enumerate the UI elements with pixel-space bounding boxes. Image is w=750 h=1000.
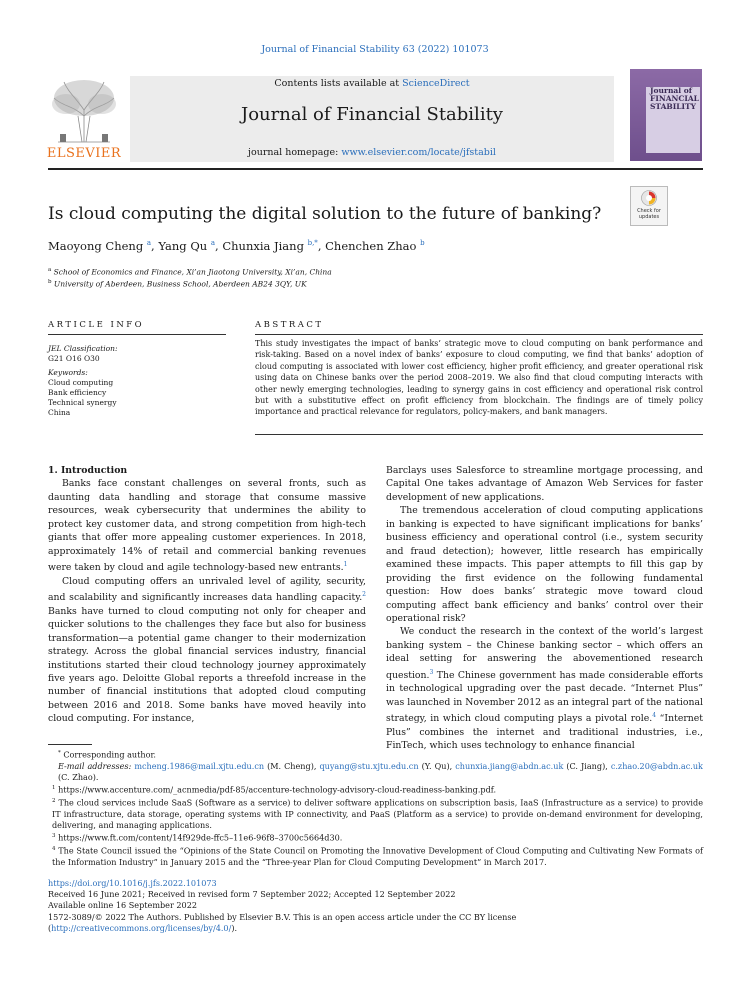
affiliation-b bbox=[48, 279, 307, 289]
affiliation-text: University of Aberdeen, Business School, Aberdeen AB24 3QY, UK bbox=[53, 279, 307, 289]
journal-homepage-line bbox=[130, 147, 614, 158]
abstract-rule bbox=[255, 334, 703, 335]
footnote-3 bbox=[48, 831, 703, 844]
author-list: Maoyong Cheng $^a$, Yang Qu $^a$, Chunxia Jiang $^{b,*}$, Chenchen Zhao $^b$ bbox=[48, 239, 425, 253]
email-link[interactable]: quyang@stu.xjtu.edu.cn bbox=[319, 760, 419, 771]
footnote-text: The cloud services include SaaS (Software as a service) to deliver software applications on subscription basis, IaaS (Infrastructure as a service) to provide IT infrastructure, data storage, operating systems with IP connectivity, and PaaS (Platform as a service) to provide on-demand environment for developing, delivering, and managing applications. bbox=[52, 797, 703, 831]
author-affiliation-mark[interactable]: b,* bbox=[307, 239, 318, 248]
abstract-text: This study investigates the impact of banks’ strategic move to cloud computing on bank performance and risk-taking. Based on a novel index of banks’ exposure to cloud computing, we find that banks’ adoption of cloud computing is associated with lower cost efficiency, higher profit efficiency, and greater operational risk using data on Chinese banks over the period 2008–2019. We also find that cloud computing interacts with other newly emerging technologies, leading to synergy gains in cost efficiency and operational risk control but with a substitutive effect on profit efficiency from blockchain. The findings are of timely policy importance and practical relevance for regulators, policy-makers, and bank managers. bbox=[255, 339, 703, 417]
footnote-link[interactable]: 1 bbox=[343, 561, 348, 569]
author-name[interactable]: Yang Qu bbox=[158, 239, 208, 253]
author-affiliation-mark[interactable]: b bbox=[420, 239, 425, 248]
check-updates-label: Check for updates bbox=[637, 208, 661, 220]
footnote-text[interactable]: https://www.ft.com/content/14f929de-ffc5–11e6-96f8–3700c5664d30. bbox=[58, 833, 343, 844]
homepage-prefix: journal homepage: bbox=[248, 147, 342, 158]
paragraph-text: Banks face constant challenges on several fronts, such as daunting data handling and storage that consume massive resources, weak cybersecurity that undermines the ability to protect key customer data, and strong competition from high-tech giants that offer more appealing customer experiences. In 2018, approximately 14% of retail and commercial banking revenues were taken by cloud and agile technology-based new entrants. bbox=[48, 478, 366, 574]
paragraph: Barclays uses Salesforce to streamline mortgage processing, and Capital One takes advantage of Amazon Web Services for faster development of new applications. bbox=[386, 465, 703, 503]
journal-reference[interactable]: Journal of Financial Stability 63 (2022) 101073 bbox=[261, 44, 489, 55]
publisher-name: ELSEVIER bbox=[46, 146, 122, 161]
email-owner: (C. Zhao). bbox=[58, 772, 99, 783]
footnote-mark: 2 bbox=[52, 798, 56, 805]
corresponding-label: Corresponding author. bbox=[63, 749, 157, 760]
section-heading-introduction: 1. Introduction bbox=[48, 465, 128, 476]
check-for-updates-badge[interactable] bbox=[630, 186, 668, 226]
paragraph bbox=[48, 477, 366, 574]
footnote-2 bbox=[48, 796, 703, 831]
footnote-emails bbox=[48, 761, 703, 783]
article-info-block bbox=[48, 344, 223, 418]
footnote-4 bbox=[48, 844, 703, 868]
affiliation-text: School of Economics and Finance, Xi’an Jiaotong University, Xi’an, China bbox=[53, 267, 332, 277]
footnote-link[interactable]: 3 bbox=[429, 668, 434, 676]
abstract-heading: ABSTRACT bbox=[255, 320, 324, 330]
check-updates-icon bbox=[641, 190, 657, 206]
email-link[interactable]: chunxia.jiang@abdn.ac.uk bbox=[455, 760, 564, 771]
contents-available-line bbox=[130, 78, 614, 89]
footnote-text: The State Council issued the “Opinions of the State Council on Promoting the Innovative Development of Cloud Computing and Cultivating New Formats of the Information Industry” in January 2015 and the “Three-year Plan for Cloud Computing Development” in March 2017. bbox=[52, 846, 703, 868]
paragraph bbox=[48, 575, 366, 726]
body-left-column bbox=[48, 464, 366, 726]
keywords-label: Keywords: bbox=[48, 368, 88, 377]
keyword: Cloud computing bbox=[48, 378, 114, 387]
footnotes-block bbox=[48, 748, 703, 868]
author-name[interactable]: Chunxia Jiang bbox=[222, 239, 304, 253]
abstract-bottom-rule bbox=[255, 434, 703, 435]
affiliation-mark: a bbox=[48, 267, 52, 273]
jel-label: JEL Classification: bbox=[48, 344, 118, 353]
copyright-suffix: ). bbox=[231, 922, 238, 933]
article-info-rule bbox=[48, 334, 226, 335]
footnote-mark: 4 bbox=[52, 846, 56, 853]
author-affiliation-mark[interactable]: a bbox=[210, 239, 216, 248]
email-owner: (M. Cheng), bbox=[267, 760, 317, 771]
body-right-column bbox=[386, 464, 703, 753]
journal-cover-thumbnail[interactable] bbox=[630, 69, 702, 161]
affiliation-a bbox=[48, 267, 332, 277]
journal-name: Journal of Financial Stability bbox=[241, 104, 503, 125]
paragraph-text: The Chinese government has made considerable efforts in technological upgrading over the past decade. “Internet Plus” was launched in November 2012 as an integral part of the national strategy, in which cloud computing plays a pivotal role. bbox=[386, 669, 703, 725]
email-owner: (C. Jiang), bbox=[566, 760, 608, 771]
journal-homepage-link[interactable]: www.elsevier.com/locate/jfstabil bbox=[341, 147, 496, 158]
email-owner: (Y. Qu), bbox=[421, 760, 453, 771]
paragraph-text: We conduct the research in the context of the world’s largest banking system – the Chinese banking sector – which offers an ideal setting for answering the abovementioned research question. bbox=[386, 626, 703, 681]
footnote-mark: 1 bbox=[52, 785, 56, 792]
license-link[interactable]: http://creativecommons.org/licenses/by/4.0/ bbox=[51, 922, 232, 933]
cover-title: Journal of FINANCIAL STABILITY bbox=[650, 86, 699, 111]
footnote-corresponding bbox=[48, 748, 703, 761]
footnote-1 bbox=[48, 783, 703, 796]
author-name[interactable]: Maoyong Cheng bbox=[48, 239, 144, 253]
email-link[interactable]: mcheng.1986@mail.xjtu.edu.cn bbox=[134, 760, 265, 771]
footnote-link[interactable]: 2 bbox=[362, 591, 366, 599]
email-link[interactable]: c.zhao.20@abdn.ac.uk bbox=[610, 760, 703, 771]
available-online: Available online 16 September 2022 bbox=[48, 900, 198, 911]
copyright-text: 1572-3089/© 2022 The Authors. Published by Elsevier B.V. This is an open access article under the CC BY license ( bbox=[48, 911, 517, 933]
article-info-heading: ARTICLE INFO bbox=[48, 320, 145, 330]
sciencedirect-link[interactable]: ScienceDirect bbox=[402, 78, 470, 89]
footnote-link[interactable]: 4 bbox=[652, 712, 657, 720]
paragraph bbox=[386, 625, 703, 752]
email-label: E-mail addresses: bbox=[58, 760, 132, 771]
contents-prefix: Contents lists available at bbox=[274, 78, 403, 89]
footnote-mark: * bbox=[58, 750, 61, 756]
keyword: Technical synergy bbox=[48, 398, 117, 407]
footnote-text[interactable]: https://www.accenture.com/_acnmedia/pdf-85/accenture-technology-advisory-cloud-readiness-banking.pdf. bbox=[58, 784, 497, 795]
author-affiliation-mark[interactable]: a bbox=[146, 239, 152, 248]
footnote-divider bbox=[48, 744, 92, 745]
paragraph-text: “Internet Plus” combines the internet and traditional industries, i.e., FinTech, which uses technology to enhance financial bbox=[386, 713, 703, 752]
doi-link[interactable]: https://doi.org/10.1016/j.jfs.2022.101073 bbox=[48, 878, 217, 888]
paragraph-text: Banks have turned to cloud computing not only for cheaper and quicker solutions to the challenges they face but also for business transformation—a potential game changer to their modernization strategy. Across the global financial services industry, financial institutions started their cloud technology journey approximately five years ago. Deloitte Global reports a threefold increase in the number of financial institutions that adopted cloud computing between 2016 and 2018. Some banks have moved heavily into cloud computing. For instance, bbox=[48, 605, 366, 725]
author-name[interactable]: Chenchen Zhao bbox=[325, 239, 417, 253]
header-divider bbox=[48, 168, 703, 170]
jel-codes: G21 O16 O30 bbox=[48, 354, 100, 363]
paragraph-text: Cloud computing offers an unrivaled level of agility, security, and scalability and significantly increases data handling capacity. bbox=[48, 575, 366, 604]
copyright-line bbox=[48, 912, 703, 934]
paragraph: The tremendous acceleration of cloud computing applications in banking is expected to have significant implications for banks’ business efficiency and operational control (i.e., system security and fraud detection); however, little research has empirically examined these impacts. This paper attempts to fill this gap by providing the first evidence on the following fundamental question: How does banks’ strategic move toward cloud computing affect bank efficiency and banks’ control over their operational risk? bbox=[386, 505, 703, 624]
article-meta bbox=[48, 878, 703, 934]
footnote-mark: 3 bbox=[52, 833, 56, 840]
affiliation-mark: b bbox=[48, 279, 52, 285]
received-dates: Received 16 June 2021; Received in revised form 7 September 2022; Accepted 12 September 2022 bbox=[48, 889, 456, 900]
article-title: Is cloud computing the digital solution to the future of banking? bbox=[48, 204, 602, 224]
keyword: China bbox=[48, 408, 71, 417]
keyword: Bank efficiency bbox=[48, 388, 107, 397]
